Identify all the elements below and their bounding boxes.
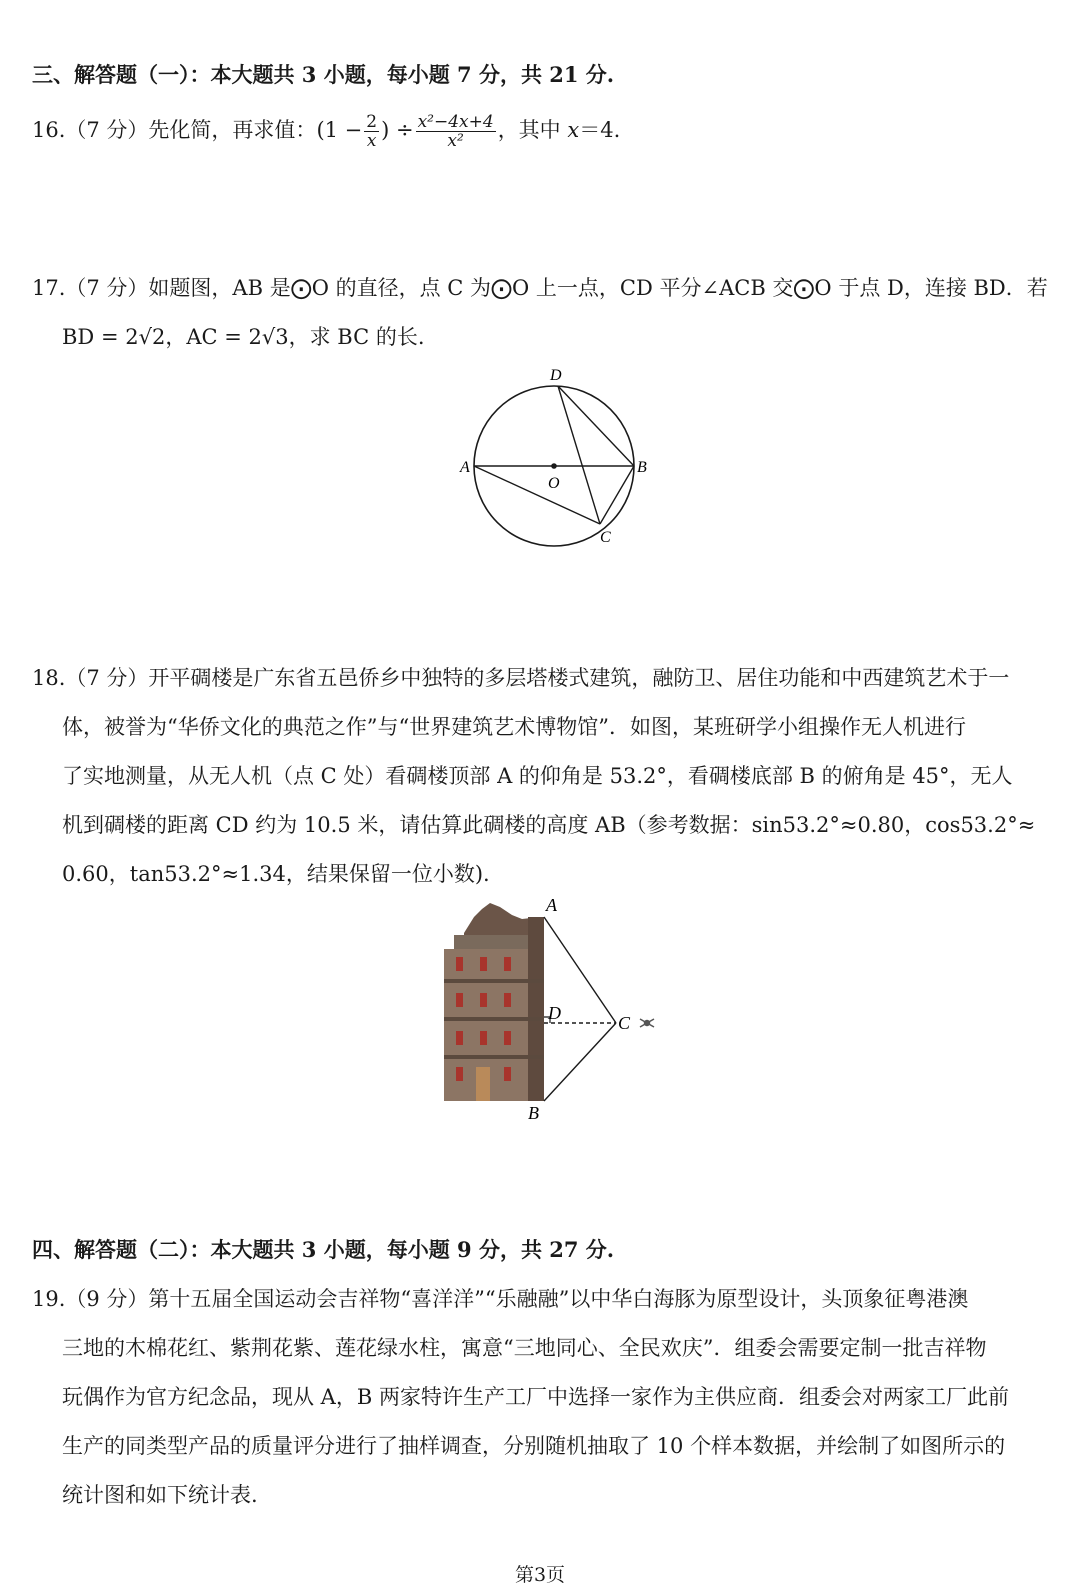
- question-16: [32, 113, 620, 150]
- q16-frac1-num: 2: [366, 112, 378, 132]
- label-o: O: [548, 475, 560, 492]
- label-b: B: [528, 1103, 539, 1123]
- tower-band: [444, 979, 544, 983]
- q16-fraction-2: [416, 113, 496, 150]
- q18-line-3: 了实地测量，从无人机（点 C 处）看碉楼顶部 A 的仰角是 53.2°，看碉楼底部 B 的俯角是 45°，无人: [62, 764, 1013, 788]
- section-3-title: 三、解答题（一）：本大题共 3 小题，每小题 7 分，共 21 分.: [32, 62, 615, 87]
- tower-diagram: [430, 895, 680, 1125]
- q17-line-2: BD = 2√2，AC = 2√3，求 BC 的长.: [62, 325, 425, 349]
- q16-prefix: 16.（7 分）先化简，再求值：: [32, 118, 317, 142]
- q19-line-5: 统计图和如下统计表.: [62, 1483, 258, 1507]
- tower-band: [444, 1055, 544, 1059]
- label-d: D: [548, 1003, 561, 1023]
- q18-line-1: 18.（7 分）开平碉楼是广东省五邑侨乡中独特的多层塔楼式建筑，融防卫、居住功能和中西建筑艺术于一: [32, 666, 1010, 690]
- label-b: B: [637, 459, 647, 476]
- segment-cd: [558, 386, 600, 524]
- page-number: 第3页: [514, 1564, 566, 1586]
- label-d: D: [550, 367, 562, 384]
- segment-ac: [474, 466, 600, 524]
- drone-icon: [640, 1019, 654, 1027]
- q18-line-5: 0.60，tan53.2°≈1.34，结果保留一位小数).: [62, 862, 490, 886]
- section-4-title: 四、解答题（二）：本大题共 3 小题，每小题 9 分，共 27 分.: [32, 1237, 615, 1262]
- q16-var: x: [567, 118, 580, 142]
- q16-expr-mid: ) ÷: [381, 118, 414, 142]
- tower-door: [476, 1067, 490, 1101]
- q19-line-2: 三地的木棉花红、紫荆花紫、莲花绿水柱，寓意“三地同心、全民欢庆”．组委会需要定制一批吉祥物: [62, 1336, 987, 1360]
- center-point-o: [551, 463, 557, 469]
- label-a: A: [460, 459, 470, 476]
- q16-suffix-b: ＝4.: [579, 118, 621, 142]
- q16-frac2-num: x²−4x+4: [417, 112, 494, 132]
- q16-fraction-1: [364, 113, 379, 150]
- q18-line-4: 机到碉楼的距离 CD 约为 10.5 米，请估算此碉楼的高度 AB（参考数据：sin53.2°≈0.80，cos53.2°≈: [62, 813, 1036, 837]
- q16-frac1-den: x: [366, 131, 377, 151]
- q19-line-3: 玩偶作为官方纪念品，现从 A，B 两家特许生产工厂中选择一家作为主供应商．组委会对两家工厂此前: [62, 1385, 1009, 1409]
- label-c: C: [618, 1013, 631, 1033]
- circle-diagram: [440, 360, 660, 560]
- q16-frac2-den: x²: [447, 131, 464, 151]
- q18-line-2: 体，被誉为“华侨文化的典范之作”与“世界建筑艺术博物馆”．如图，某班研学小组操作无人机进行: [62, 715, 966, 739]
- tower-band: [444, 1017, 544, 1021]
- label-c: C: [600, 529, 611, 546]
- q16-suffix-a: ，其中: [497, 118, 568, 142]
- tower-side: [528, 917, 544, 1101]
- q19-line-4: 生产的同类型产品的质量评分进行了抽样调查，分别随机抽取了 10 个样本数据，并绘制了如图所示的: [62, 1434, 1006, 1458]
- line-bc: [544, 1023, 616, 1101]
- q19-line-1: 19.（9 分）第十五届全国运动会吉祥物“喜洋洋”“乐融融”以中华白海豚为原型设计，头顶象征粤港澳: [32, 1287, 969, 1311]
- q16-expr-open: (1 −: [316, 118, 363, 142]
- label-a: A: [546, 895, 557, 915]
- q17-line-1: 17.（7 分）如题图，AB 是⨀O 的直径，点 C 为⨀O 上一点，CD 平分∠ACB 交⨀O 于点 D，连接 BD．若: [32, 276, 1048, 300]
